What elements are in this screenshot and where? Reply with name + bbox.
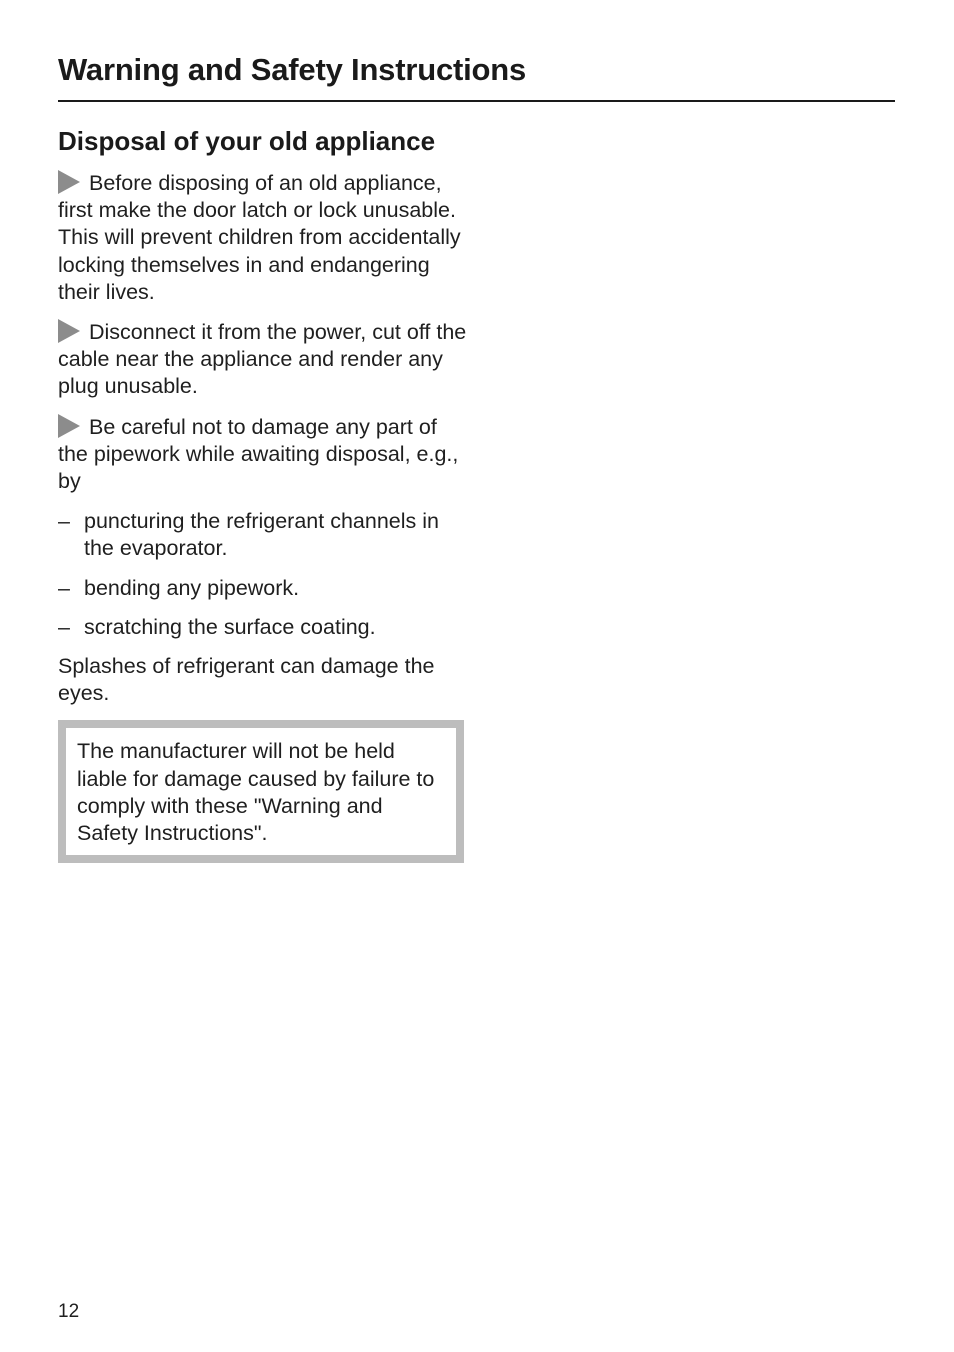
arrow-right-icon: [58, 170, 80, 194]
list-item: [58, 508, 468, 562]
list-item-text: puncturing the refrigerant channels in the evaporator.: [84, 509, 439, 561]
dash-bullet: –: [58, 614, 70, 639]
instruction-disconnect: [58, 319, 468, 401]
instruction-pipework: [58, 414, 468, 496]
instruction-note: This will prevent children from accidentally locking themselves in and endangering their lives.: [58, 225, 461, 304]
section-title: Disposal of your old appliance: [58, 126, 436, 156]
instruction-text: Before disposing of an old appliance, first make the door latch or lock unusable.: [58, 171, 456, 223]
page-title: Warning and Safety Instructions: [58, 52, 527, 87]
list-item-text: bending any pipework.: [84, 575, 300, 600]
liability-notice-box: The manufacturer will not be held liable for damage caused by failure to comply with these "Warning and Safety Instructions".: [58, 720, 464, 863]
content-column: [58, 124, 468, 863]
damage-examples-list: [58, 508, 468, 641]
instruction-door-latch: [58, 170, 468, 306]
title-divider: [58, 100, 895, 102]
dash-bullet: –: [58, 509, 70, 534]
arrow-right-icon: [58, 414, 80, 438]
list-item: [58, 614, 468, 641]
list-item-text: scratching the surface coating.: [84, 614, 376, 639]
refrigerant-warning: Splashes of refrigerant can damage the eyes.: [58, 654, 435, 706]
instruction-text: Disconnect it from the power, cut off the cable near the appliance and render any plug unusable.: [58, 320, 467, 399]
page-number: 12: [58, 1301, 80, 1322]
dash-bullet: –: [58, 575, 70, 600]
arrow-right-icon: [58, 319, 80, 343]
list-item: [58, 575, 468, 602]
instruction-text: Be careful not to damage any part of the pipework while awaiting disposal, e.g., by: [58, 414, 459, 494]
